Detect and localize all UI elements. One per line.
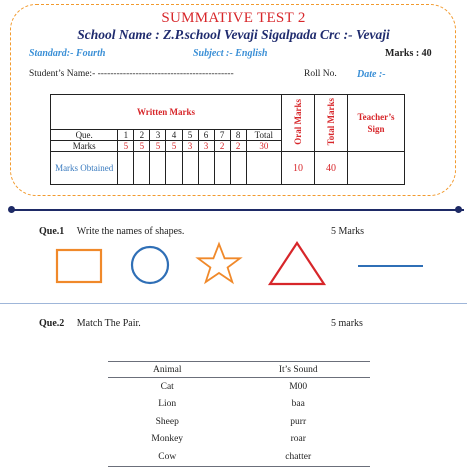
animal-column-header: Animal [108,362,226,378]
question-number: 1 [118,130,134,141]
marks-value: 5 [150,141,166,152]
obtained-cell[interactable] [166,152,182,185]
grand-total-value: 40 [315,152,348,185]
circle-icon [132,247,168,283]
obtained-cell[interactable] [182,152,198,185]
animal-cell: Sheep [155,416,179,427]
sound-cell: chatter [226,448,370,466]
total-marks-header: Total Marks [315,95,348,152]
marks-value: 5 [166,141,182,152]
question-number: 3 [150,130,166,141]
marks-label: Marks [51,141,118,152]
que-label: Que. [51,130,118,141]
marks-value: 5 [118,141,134,152]
total-marks-label: Marks : 40 [385,48,432,59]
table-row [108,396,370,414]
table-row [108,431,370,449]
obtained-cell[interactable] [214,152,230,185]
question-separator [0,303,467,304]
obtained-cell[interactable] [134,152,150,185]
match-pairs-table [108,361,370,467]
sound-column-header: It’s Sound [226,362,370,378]
marks-value: 5 [134,141,150,152]
animal-cell: Monkey [151,434,184,445]
question-number: 7 [214,130,230,141]
animal-cell: Lion [158,399,177,410]
student-name-field[interactable]: Student’s Name:- ------------------------------------------- [29,69,234,79]
total-label: Total [246,130,281,141]
question-1-text: Write the names of shapes. [76,226,185,237]
question-number: 2 [134,130,150,141]
question-1-marks: 5 Marks [331,226,365,237]
marks-value: 2 [230,141,246,152]
school-name: School Name : Z.P.school Vevaji Sigalpada Crc :- Vevaji [77,27,390,42]
obtained-total-cell[interactable] [246,152,281,185]
teacher-sign-header: Teacher’s Sign [348,95,405,152]
question-2-number: Que.2 [39,318,65,329]
divider-dot-right [455,206,462,213]
question-2-marks: 5 marks [331,318,363,329]
obtained-cell[interactable] [118,152,134,185]
standard-label: Standard:- Fourth [29,48,106,59]
shapes-row [0,238,467,294]
table-row [108,378,370,396]
oral-marks-header: Oral Marks [282,95,315,152]
triangle-icon [270,243,324,284]
sound-cell: roar [290,434,306,445]
sound-cell: purr [290,416,307,427]
question-number: 5 [182,130,198,141]
question-number: 6 [198,130,214,141]
sound-cell: baa [291,399,305,410]
written-total-value: 30 [246,141,281,152]
marks-value: 2 [214,141,230,152]
question-number: 4 [166,130,182,141]
marks-value: 3 [198,141,214,152]
animal-cell: Cow [108,448,226,466]
table-row [108,448,370,466]
teacher-sign-cell[interactable] [348,152,405,185]
question-1-number: Que.1 [39,226,65,237]
obtained-cell[interactable] [150,152,166,185]
question-2-text: Match The Pair. [76,318,141,329]
section-divider [12,209,464,211]
square-icon [57,250,101,282]
obtained-cell[interactable] [198,152,214,185]
obtained-cell[interactable] [230,152,246,185]
question-1 [39,226,184,237]
marks-table [50,94,405,185]
question-number: 8 [230,130,246,141]
marks-value: 3 [182,141,198,152]
oral-value: 10 [282,152,315,185]
test-title: SUMMATIVE TEST 2 [161,10,306,26]
star-icon [198,244,240,282]
question-2 [39,318,141,329]
table-row [108,413,370,431]
animal-cell: Cat [160,381,174,392]
sound-cell: M00 [289,381,308,392]
roll-no-field[interactable]: Roll No. [304,69,337,79]
marks-obtained-label: Marks Obtained [51,152,118,185]
subject-label: Subject :- English [193,48,268,59]
date-field[interactable]: Date :- [357,69,386,80]
written-marks-header: Written Marks [51,95,282,130]
